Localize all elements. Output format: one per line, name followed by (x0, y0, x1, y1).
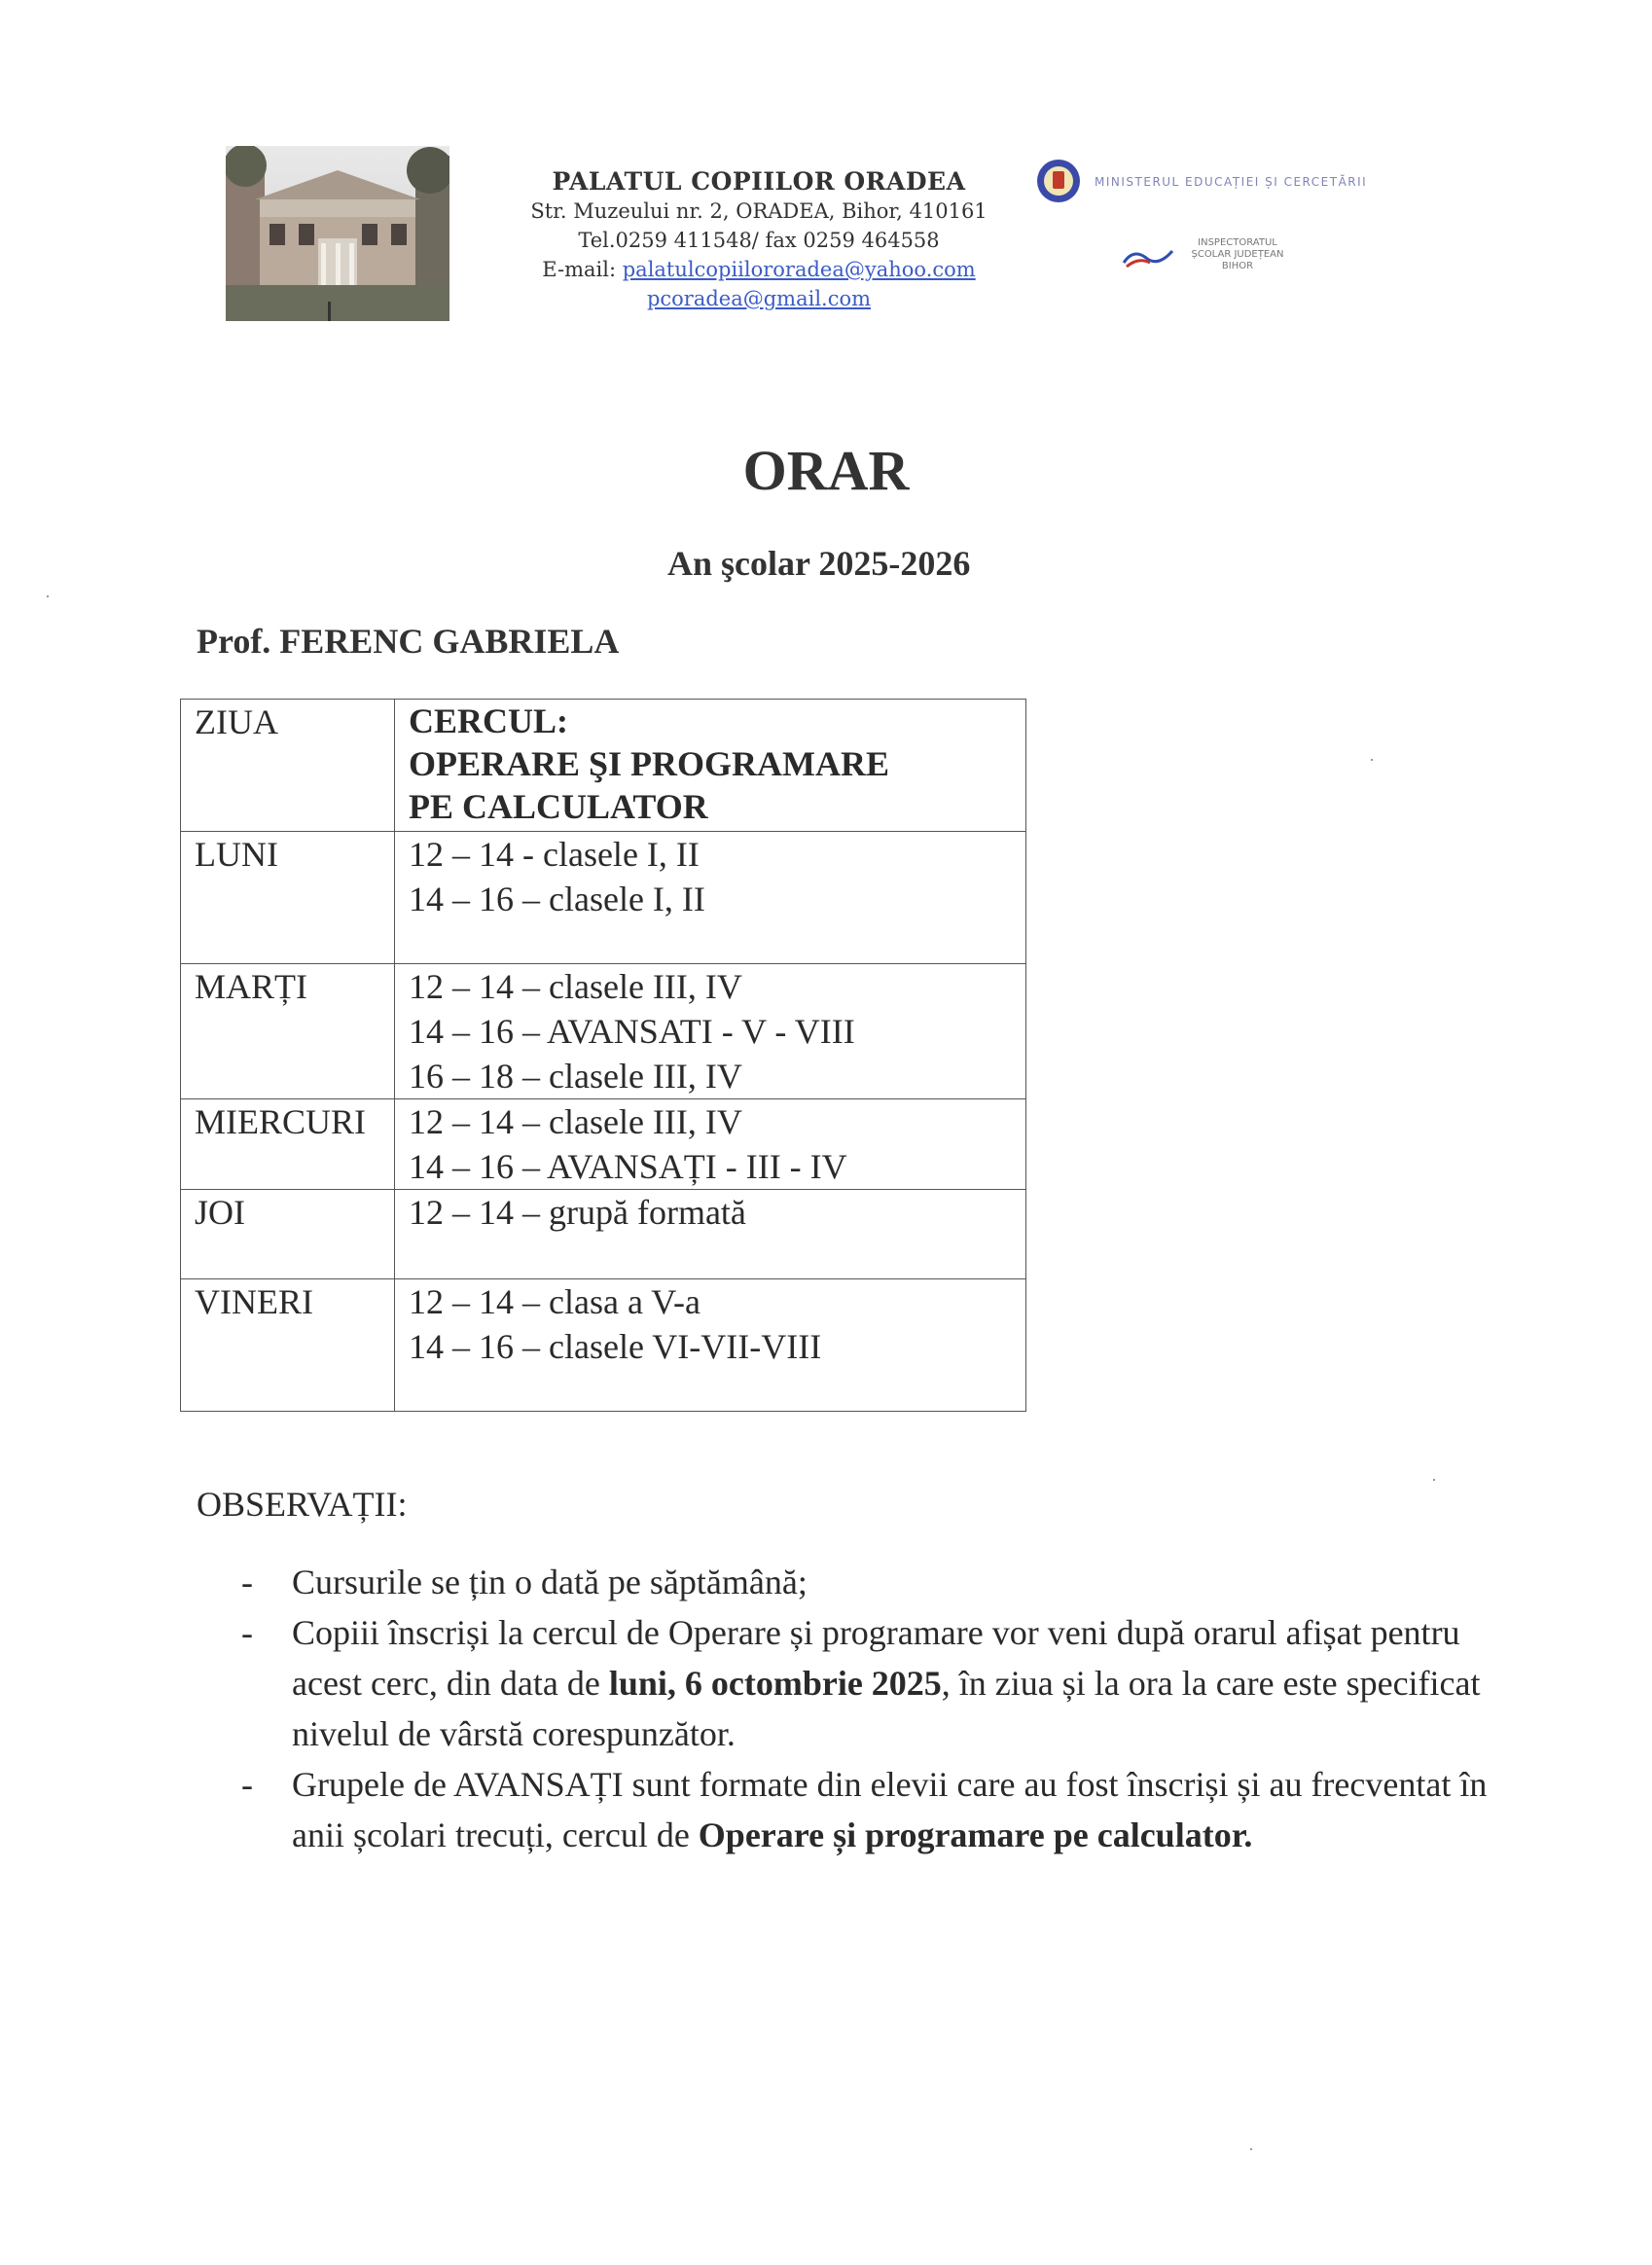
page-title: ORAR (742, 439, 910, 502)
list-item: - Grupele de AVANSAȚI sunt formate din elevii care au fost înscriși și au frecventat în anii școlari trecuți, cercul de Operare și programare pe calculator. (241, 1759, 1506, 1860)
table-row (181, 832, 1026, 964)
day-cell: MIERCURI (181, 1099, 395, 1190)
slots-cell: 12 – 14 – clasele III, IV 14 – 16 – AVANSAȚI - III - IV (395, 1099, 1026, 1190)
observatii-list (241, 1557, 1506, 1860)
table-row (181, 1190, 1026, 1279)
scan-speck (1371, 759, 1373, 761)
observatii-heading: OBSERVAȚII: (197, 1485, 408, 1524)
slots-cell: 12 – 14 - clasele I, II 14 – 16 – clasele I, II (395, 832, 1026, 964)
org-name: PALATUL COPIILOR ORADEA (552, 167, 966, 196)
scan-speck (47, 595, 49, 597)
ministry-name: MINISTERUL EDUCAȚIEI ȘI CERCETĂRII (1095, 175, 1368, 189)
building-photo (226, 146, 449, 321)
school-year: An şcolar 2025-2026 (667, 544, 971, 583)
list-item: - Cursurile se țin o dată pe săptămână; (241, 1557, 1506, 1607)
header-day: ZIUA (181, 700, 395, 832)
slots-cell: 12 – 14 – clasa a V-a 14 – 16 – clasele VI-VII-VIII (395, 1279, 1026, 1412)
table-header-row (181, 700, 1026, 832)
day-cell: LUNI (181, 832, 395, 964)
scan-speck (1250, 2148, 1252, 2150)
scan-speck (1433, 1479, 1435, 1481)
list-item: - Copiii înscriși la cercul de Operare și programare vor veni după orarul afișat pentru acest cerc, din data de luni, 6 octombrie 2025, în ziua și la ora la care este specificat nivelul de vârstă corespunzător. (241, 1607, 1506, 1759)
isj-logo-icon (1119, 243, 1177, 272)
table-row (181, 1279, 1026, 1412)
header-cercul: CERCUL: OPERARE ŞI PROGRAMARE PE CALCULATOR (395, 700, 1026, 832)
email-label: E-mail: (542, 258, 617, 281)
slots-cell: 12 – 14 – grupă formată (395, 1190, 1026, 1279)
institution-header (506, 167, 1012, 313)
email-link-gmail[interactable]: pcoradea@gmail.com (646, 287, 872, 310)
table-row (181, 1099, 1026, 1190)
teacher-name: Prof. FERENC GABRIELA (197, 622, 620, 661)
day-cell: MARȚI (181, 964, 395, 1099)
day-cell: JOI (181, 1190, 395, 1279)
address: Str. Muzeului nr. 2, ORADEA, Bihor, 410161 (530, 199, 988, 223)
slots-cell: 12 – 14 – clasele III, IV 14 – 16 – AVANSATI - V - VIII 16 – 18 – clasele III, IV (395, 964, 1026, 1099)
email-link-yahoo[interactable]: palatulcopiilororadea@yahoo.com (622, 258, 976, 281)
day-cell: VINERI (181, 1279, 395, 1412)
isj-name: INSPECTORATUL ȘCOLAR JUDEȚEAN BIHOR (1191, 237, 1284, 271)
phone: Tel.0259 411548/ fax 0259 464558 (578, 229, 940, 252)
table-row (181, 964, 1026, 1099)
schedule-table (180, 699, 1026, 1412)
